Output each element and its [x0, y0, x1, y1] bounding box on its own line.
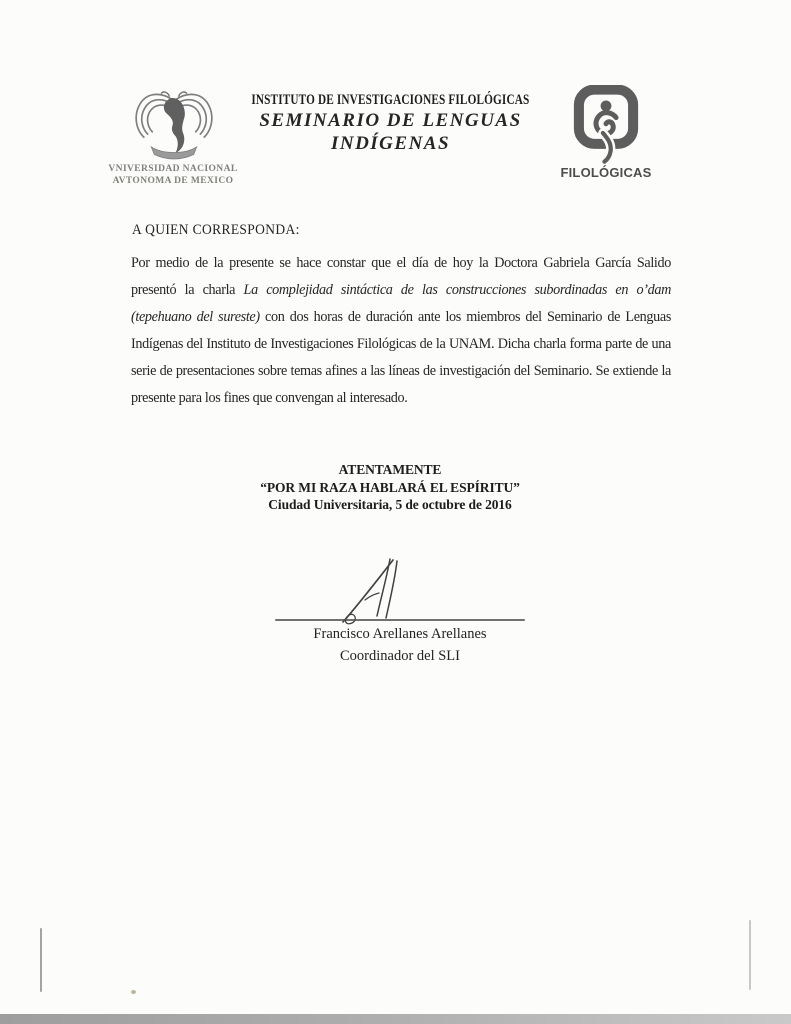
- body-text-before: Por medio de la presente se hace constar que el día de hoy la Doctora Gabriela García Salido presentó la charla: [131, 255, 671, 298]
- signature-block: [150, 623, 650, 667]
- signatory-role: Coordinador del SLI: [339, 648, 460, 664]
- body-text-after: con dos horas de duración ante los miembros del Seminario de Lenguas Indígenas del Instituto de Investigaciones Filológicas de la UNAM. Dicha charla forma parte de una serie de presentaciones sobre temas afines a las líneas de investigación del Seminario. Se extiende la presente para los fines que convengan al interesado.: [131, 309, 671, 406]
- unam-motto-line1: VNIVERSIDAD NACIONAL: [108, 164, 238, 174]
- closing-motto: “POR MI RAZA HABLARÁ EL ESPÍRITU”: [260, 479, 520, 495]
- body-paragraph: [131, 250, 671, 412]
- salutation: [132, 222, 318, 239]
- signatory-name: Francisco Arellanes Arellanes: [313, 626, 487, 642]
- scan-artifact-left-line: [40, 928, 42, 992]
- filologicas-logo: [560, 85, 652, 180]
- closing-block: [145, 461, 635, 514]
- unam-motto: [98, 163, 248, 187]
- closing-attentively: ATENTAMENTE: [338, 462, 442, 477]
- scan-edge-band: [0, 1014, 791, 1024]
- handwritten-signature-icon: [336, 554, 412, 626]
- talk-title: La complejidad sintáctica de las construcciones subordinadas en o’dam (tepehuano del sureste): [131, 282, 671, 325]
- institute-title: [168, 92, 613, 109]
- seminar-title-line2: INDÍGENAS: [330, 133, 451, 154]
- institute-title-text: INSTITUTO DE INVESTIGACIONES FILOLÓGICAS: [251, 92, 530, 108]
- scan-artifact-speck: [131, 990, 136, 994]
- closing-place-date: Ciudad Universitaria, 5 de octubre de 2016: [268, 497, 512, 512]
- filologicas-wordmark: FILOLÓGICAS: [560, 165, 652, 180]
- scan-artifact-right-line: [749, 920, 751, 990]
- salutation-text: A QUIEN CORRESPONDA:: [132, 222, 300, 238]
- filologicas-logo-icon: [571, 85, 641, 164]
- letterhead-titles: [168, 92, 613, 155]
- unam-motto-line2: AVTONOMA DE MEXICO: [112, 176, 234, 186]
- seminar-title-line1: SEMINARIO DE LENGUAS: [259, 110, 522, 131]
- signature-line: [275, 619, 525, 621]
